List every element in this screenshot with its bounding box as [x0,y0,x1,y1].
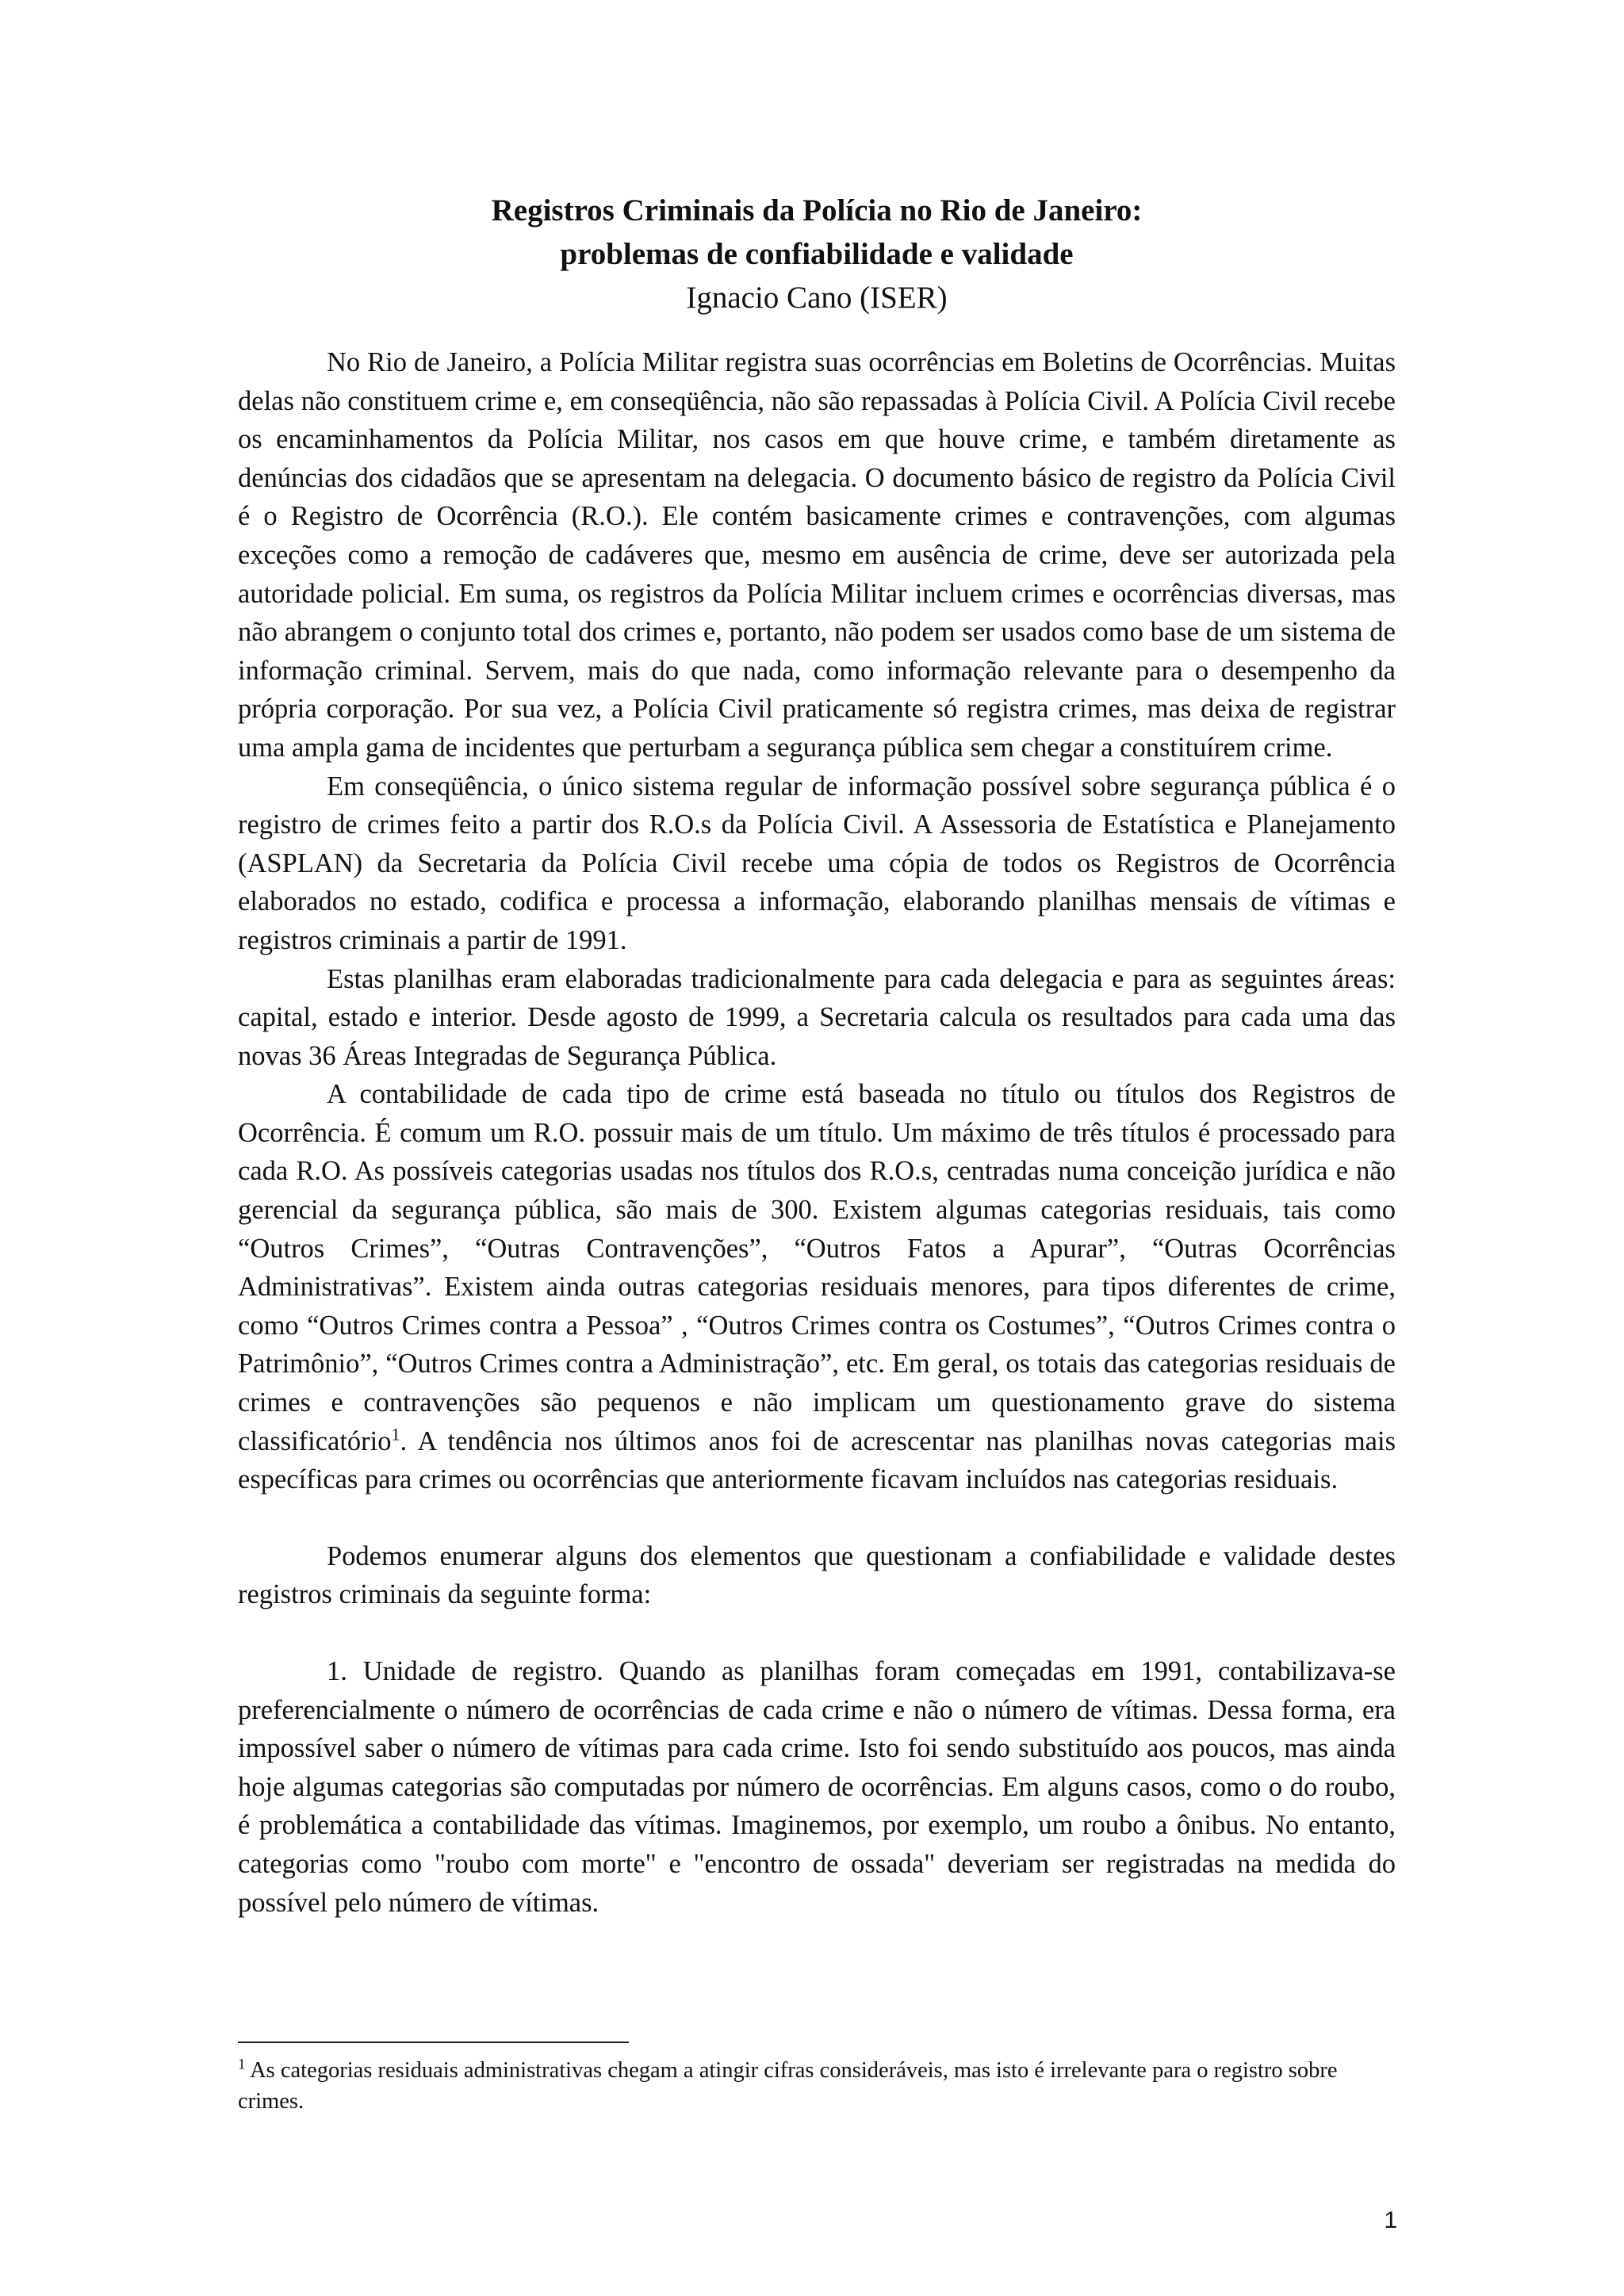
footnote-number: 1 [238,2056,246,2073]
footnote-text: As categorias residuais administrativas chegam a atingir cifras consideráveis, mas isto é irrelevante para o registro sobre crimes. [238,2058,1338,2114]
footnote [238,2055,1396,2117]
paragraph-6: 1. Unidade de registro. Quando as planilhas foram começadas em 1991, contabilizava-se preferencialmente o número de ocorrências de cada crime e não o número de vítimas. Dessa forma, era impossível saber o número de vítimas para cada crime. Isto foi sendo substituído aos poucos, mas ainda hoje algumas categorias são computadas por número de ocorrências. Em alguns casos, como o do roubo, é problemática a contabilidade das vítimas. Imaginemos, por exemplo, um roubo a ônibus. No entanto, categorias como "roubo com morte" e "encontro de ossada" deveriam ser registradas na medida do possível pelo número de vítimas. [238,1656,1396,1918]
paragraph-1: No Rio de Janeiro, a Polícia Militar registra suas ocorrências em Boletins de Ocorrências. Muitas delas não constituem crime e, em conseqüência, não são repassadas à Polícia Civil. A Polícia Civil recebe os encaminhamentos da Polícia Militar, nos casos em que houve crime, e também diretamente as denúncias dos cidadãos que se apresentam na delegacia. O documento básico de registro da Polícia Civil é o Registro de Ocorrência (R.O.). Ele contém basicamente crimes e contravenções, com algumas exceções como a remoção de cadáveres que, mesmo em ausência de crime, deve ser autorizada pela autoridade policial. Em suma, os registros da Polícia Militar incluem crimes e ocorrências diversas, mas não abrangem o conjunto total dos crimes e, portanto, não podem ser usados como base de um sistema de informação criminal. Servem, mais do que nada, como informação relevante para o desempenho da própria corporação. Por sua vez, a Polícia Civil praticamente só registra crimes, mas deixa de registrar uma ampla gama de incidentes que perturbam a segurança pública sem chegar a constituírem crime. [238,347,1396,763]
footnote-reference: 1 [391,1424,400,1445]
document-body [238,343,1396,1922]
paragraph-5: Podemos enumerar alguns dos elementos que questionam a confiabilidade e validade destes registros criminais da seguinte forma: [238,1540,1396,1610]
paragraph-3: Estas planilhas eram elaboradas tradicionalmente para cada delegacia e para as seguintes áreas: capital, estado e interior. Desde agosto de 1999, a Secretaria calcula os resultados para cada uma das novas 36 Áreas Integradas de Segurança Pública. [238,963,1396,1071]
footnote-divider [238,2042,629,2043]
paragraph-2: Em conseqüência, o único sistema regular de informação possível sobre segurança pública é o registro de crimes feito a partir dos R.O.s da Polícia Civil. A Assessoria de Estatística e Planejamento (ASPLAN) da Secretaria da Polícia Civil recebe uma cópia de todos os Registros de Ocorrência elaborados no estado, codifica e processa a informação, elaborando planilhas mensais de vítimas e registros criminais a partir de 1991. [238,771,1396,955]
document-title-line-1: Registros Criminais da Polícia no Rio de Janeiro: [491,193,1143,228]
document-title-line-2: problemas de confiabilidade e validade [560,237,1074,271]
paragraph-4-text: A contabilidade de cada tipo de crime está baseada no título ou títulos dos Registros de Ocorrência. É comum um R.O. possuir mais de um título. Um máximo de três títulos é processado para cada R.O. As possíveis categorias usadas nos títulos dos R.O.s, centradas numa conceição jurídica e não gerencial da segurança pública, são mais de 300. Existem algumas categorias residuais, tais como “Outros Crimes”, “Outras Contravenções”, “Outros Fatos a Apurar”, “Outras Ocorrências Administrativas”. Existem ainda outras categorias residuais menores, para tipos diferentes de crime, como “Outros Crimes contra a Pessoa” , “Outros Crimes contra os Costumes”, “Outros Crimes contra o Patrimônio”, “Outros Crimes contra a Administração”, etc. Em geral, os totais das categorias residuais de crimes e contravenções são pequenos e não implicam um questionamento grave do sistema classificatório [238,1079,1396,1456]
document-author: Ignacio Cano (ISER) [686,281,948,315]
page-number: 1 [1384,2207,1397,2233]
title-block [238,189,1396,320]
paragraph-4-continuation: . A tendência nos últimos anos foi de acrescentar nas planilhas novas categorias mais específicas para crimes ou ocorrências que anteriormente ficavam incluídos nas categorias residuais. [238,1425,1396,1495]
paragraph-4 [238,1075,1396,1499]
